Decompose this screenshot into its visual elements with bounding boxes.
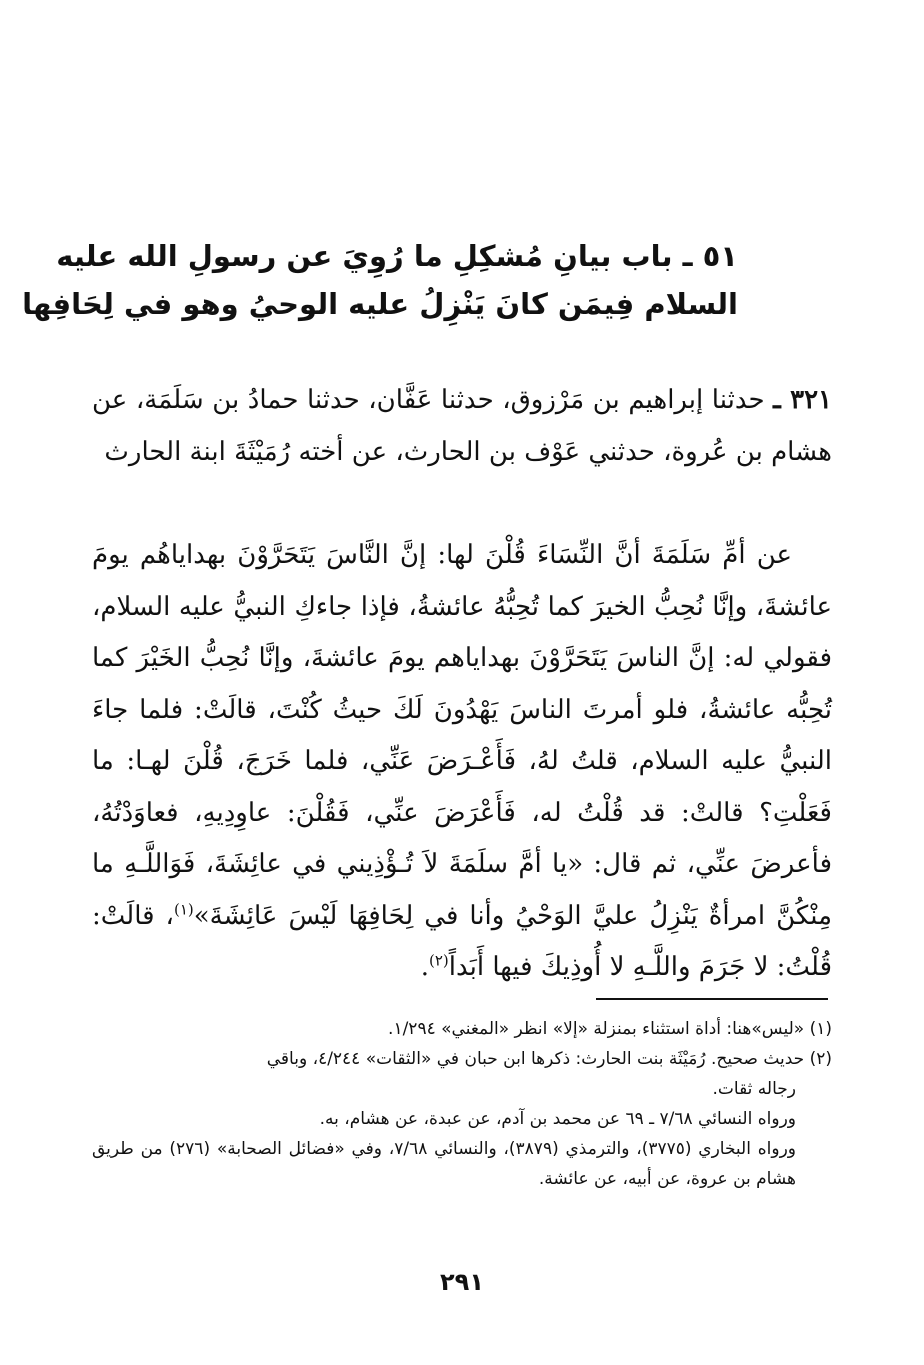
- chapter-title-text-1: باب بيانِ مُشكِلِ ما رُوِيَ عن رسولِ الله عليه: [56, 239, 673, 273]
- footnote-2-bukhari: ورواه البخاري (٣٧٧٥)، والترمذي (٣٨٧٩)، والنسائي ٧/٦٨، وفي «فضائل الصحابة» (٢٧٦) من طريق هشام بن عروة، عن أبيه، عن عائشة.: [92, 1139, 796, 1189]
- footnote-2-continuation: رجاله ثقات.: [712, 1079, 796, 1099]
- footnote-reference-1[interactable]: (١): [173, 899, 194, 918]
- hadith-matn-text-a: عن أمِّ سَلَمَةَ أنَّ النِّسَاءَ قُلْنَ لها: إنَّ النَّاسَ يَتَحَرَّوْنَ بهداياهُم يومَ عائشةَ، وإنَّا نُحِبُّ الخيرَ كما تُحِبُّهُ عائشةُ، فإذا جاءكِ النبيُّ عليه السلام، فقولي له: إنَّ الناسَ يَتَحَرَّوْنَ بهداياهم يومَ عائشةَ، وإنَّا نُحِبُّ الخَيْرَ كما تُحِبُّه عائشةُ، فلو أمرتَ الناسَ يَهْدُونَ لَكَ حيثُ كُنْتَ، قالَتْ: فلما جاءَ النبيُّ عليه السلام، قلتُ لهُ، فَأَعْـرَضَ عَنِّي، فلما خَرَجَ، قُلْنَ لهـا: ما فَعَلْتِ؟ قالتْ: قد قُلْتُ له، فَأَعْرَضَ عنِّي، فَقُلْنَ: عاوِدِيهِ، فعاوَدْتُهُ، فأعرضَ عنِّي، ثم قال: «يا أمَّ سلَمَةَ لاَ تُـؤْذِيني في عائِشَةَ، فَوَاللَّـهِ ما مِنْكُنَّ امرأةٌ يَنْزِلُ عليَّ الوَحْيُ وأنا في لِحَافِهَا لَيْسَ عَائِشَةَ»: [92, 540, 832, 931]
- hadith-matn-text-b: ، قالَتْ: قُلْتُ: لا جَرَمَ واللَّـهِ لا أُوذِيكَ فيها أَبَداً: [92, 900, 832, 982]
- hadith-matn-end: .: [420, 952, 429, 982]
- hadith-isnad-text: حدثنا إبراهيم بن مَرْزوق، حدثنا عَفَّان، حدثنا حمادُ بن سَلَمَة، عن هشام بن عُروة، حدثني عَوْف بن الحارث، عن أخته رُمَيْثَةَ ابنة الحارث: [92, 385, 832, 467]
- hadith-matn: [92, 530, 832, 994]
- footnote-1: (١) «ليس»هنا: أداة استثناء بمنزلة «إلا» انظر «المغني» ١/٢٩٤.: [388, 1019, 832, 1039]
- footnote-reference-2[interactable]: (٢): [428, 951, 449, 970]
- footnote-divider: [596, 998, 828, 1000]
- chapter-title: [22, 232, 738, 328]
- hadith-number: ٣٢١ ـ: [773, 385, 833, 415]
- footnote-2: (٢) حديث صحيح. رُمَيْثَة بنت الحارث: ذكرها ابن حبان في «الثقات» ٤/٢٤٤، وباقي: [266, 1049, 832, 1069]
- footnotes: [92, 1014, 832, 1194]
- hadith-isnad: [92, 374, 832, 478]
- chapter-title-line-1: [56, 232, 738, 280]
- chapter-title-line-2: السلام فِيمَن كانَ يَنْزِلُ عليه الوحيُ وهو في لِحَافِها: [22, 287, 738, 321]
- footnote-2-nasai: ورواه النسائي ٧/٦٨ ـ ٦٩ عن محمد بن آدم، عن عبدة، عن هشام، به.: [319, 1109, 796, 1129]
- chapter-number: ٥١ ـ: [682, 239, 738, 273]
- page-number: ٢٩١: [440, 1268, 484, 1296]
